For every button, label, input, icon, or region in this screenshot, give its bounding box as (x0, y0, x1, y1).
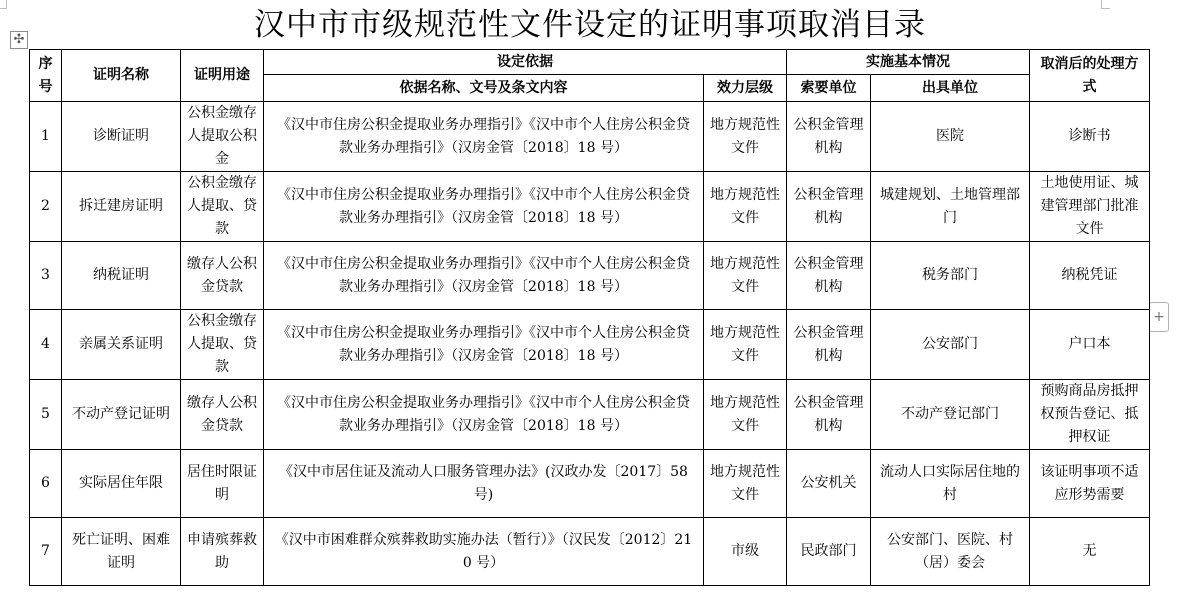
row-no-cell: 6 (30, 450, 62, 518)
row-no-cell: 4 (30, 310, 62, 380)
row-after-cell: 该证明事项不适应形势需要 (1030, 450, 1150, 518)
header-basis-detail: 依据名称、文号及条文内容 (264, 75, 704, 102)
row-name-cell: 拆迁建房证明 (62, 172, 181, 242)
table-row (30, 242, 1150, 310)
header-basis-group: 设定依据 (264, 50, 787, 75)
row-issuer-cell: 税务部门 (871, 242, 1030, 310)
row-issuer-cell: 医院 (871, 102, 1030, 172)
row-basis-cell: 《汉中市困难群众殡葬救助实施办法（暂行）》（汉民发〔2012〕210 号） (264, 518, 704, 586)
row-after-cell: 预购商品房抵押权预告登记、抵押权证 (1030, 380, 1150, 450)
row-no-cell: 7 (30, 518, 62, 586)
row-name-cell: 死亡证明、困难证明 (62, 518, 181, 586)
add-row-icon[interactable]: + (1149, 302, 1169, 332)
table-row (30, 102, 1150, 172)
row-level-cell: 地方规范性文件 (704, 172, 787, 242)
row-basis-cell: 《汉中市住房公积金提取业务办理指引》《汉中市个人住房公积金贷款业务办理指引》（汉房金管〔2018〕18 号） (264, 172, 704, 242)
row-requester-cell: 公积金管理机构 (787, 310, 871, 380)
header-impl-group: 实施基本情况 (787, 50, 1030, 75)
row-issuer-cell: 城建规划、土地管理部门 (871, 172, 1030, 242)
row-no-cell: 2 (30, 172, 62, 242)
row-requester-cell: 公积金管理机构 (787, 380, 871, 450)
row-purpose-cell: 缴存人公积金贷款 (181, 380, 264, 450)
row-level-cell: 市级 (704, 518, 787, 586)
row-requester-cell: 民政部门 (787, 518, 871, 586)
row-purpose-cell: 公积金缴存人提取公积金 (181, 102, 264, 172)
row-purpose-cell: 公积金缴存人提取、贷款 (181, 310, 264, 380)
row-no-cell: 3 (30, 242, 62, 310)
header-no: 序号 (30, 50, 62, 102)
row-issuer-cell: 不动产登记部门 (871, 380, 1030, 450)
row-purpose-cell: 申请殡葬救助 (181, 518, 264, 586)
row-name-cell: 实际居住年限 (62, 450, 181, 518)
row-basis-cell: 《汉中市住房公积金提取业务办理指引》《汉中市个人住房公积金贷款业务办理指引》（汉房金管〔2018〕18 号） (264, 380, 704, 450)
certificate-table (29, 49, 1150, 586)
table-row (30, 310, 1150, 380)
row-level-cell: 地方规范性文件 (704, 380, 787, 450)
table-row (30, 518, 1150, 586)
row-requester-cell: 公积金管理机构 (787, 172, 871, 242)
page-title: 汉中市市级规范性文件设定的证明事项取消目录 (254, 7, 926, 43)
row-after-cell: 诊断书 (1030, 102, 1150, 172)
row-name-cell: 诊断证明 (62, 102, 181, 172)
header-requester: 索要单位 (787, 75, 871, 102)
row-requester-cell: 公安机关 (787, 450, 871, 518)
row-level-cell: 地方规范性文件 (704, 450, 787, 518)
row-no-cell: 1 (30, 102, 62, 172)
row-purpose-cell: 缴存人公积金贷款 (181, 242, 264, 310)
row-after-cell: 纳税凭证 (1030, 242, 1150, 310)
header-level: 效力层级 (704, 75, 787, 102)
row-basis-cell: 《汉中市居住证及流动人口服务管理办法》(汉政办发〔2017〕58 号) (264, 450, 704, 518)
table-row (30, 172, 1150, 242)
header-name: 证明名称 (62, 50, 181, 102)
row-purpose-cell: 公积金缴存人提取、贷款 (181, 172, 264, 242)
row-name-cell: 亲属关系证明 (62, 310, 181, 380)
table-row (30, 450, 1150, 518)
table-row (30, 380, 1150, 450)
header-after: 取消后的处理方式 (1030, 50, 1150, 102)
table-move-handle-icon[interactable]: ✣ (10, 31, 28, 49)
row-issuer-cell: 公安部门、医院、村（居）委会 (871, 518, 1030, 586)
row-name-cell: 纳税证明 (62, 242, 181, 310)
header-issuer: 出具单位 (871, 75, 1030, 102)
table-body (30, 102, 1150, 586)
row-basis-cell: 《汉中市住房公积金提取业务办理指引》《汉中市个人住房公积金贷款业务办理指引》（汉房金管〔2018〕18 号） (264, 242, 704, 310)
row-name-cell: 不动产登记证明 (62, 380, 181, 450)
row-level-cell: 地方规范性文件 (704, 310, 787, 380)
row-after-cell: 户口本 (1030, 310, 1150, 380)
row-level-cell: 地方规范性文件 (704, 242, 787, 310)
header-purpose: 证明用途 (181, 50, 264, 102)
row-requester-cell: 公积金管理机构 (787, 102, 871, 172)
row-no-cell: 5 (30, 380, 62, 450)
row-requester-cell: 公积金管理机构 (787, 242, 871, 310)
row-basis-cell: 《汉中市住房公积金提取业务办理指引》《汉中市个人住房公积金贷款业务办理指引》（汉房金管〔2018〕18 号） (264, 102, 704, 172)
row-purpose-cell: 居住时限证明 (181, 450, 264, 518)
row-issuer-cell: 流动人口实际居住地的村 (871, 450, 1030, 518)
row-level-cell: 地方规范性文件 (704, 102, 787, 172)
row-after-cell: 无 (1030, 518, 1150, 586)
row-issuer-cell: 公安部门 (871, 310, 1030, 380)
row-after-cell: 土地使用证、城建管理部门批准文件 (1030, 172, 1150, 242)
row-basis-cell: 《汉中市住房公积金提取业务办理指引》《汉中市个人住房公积金贷款业务办理指引》（汉房金管〔2018〕18 号） (264, 310, 704, 380)
